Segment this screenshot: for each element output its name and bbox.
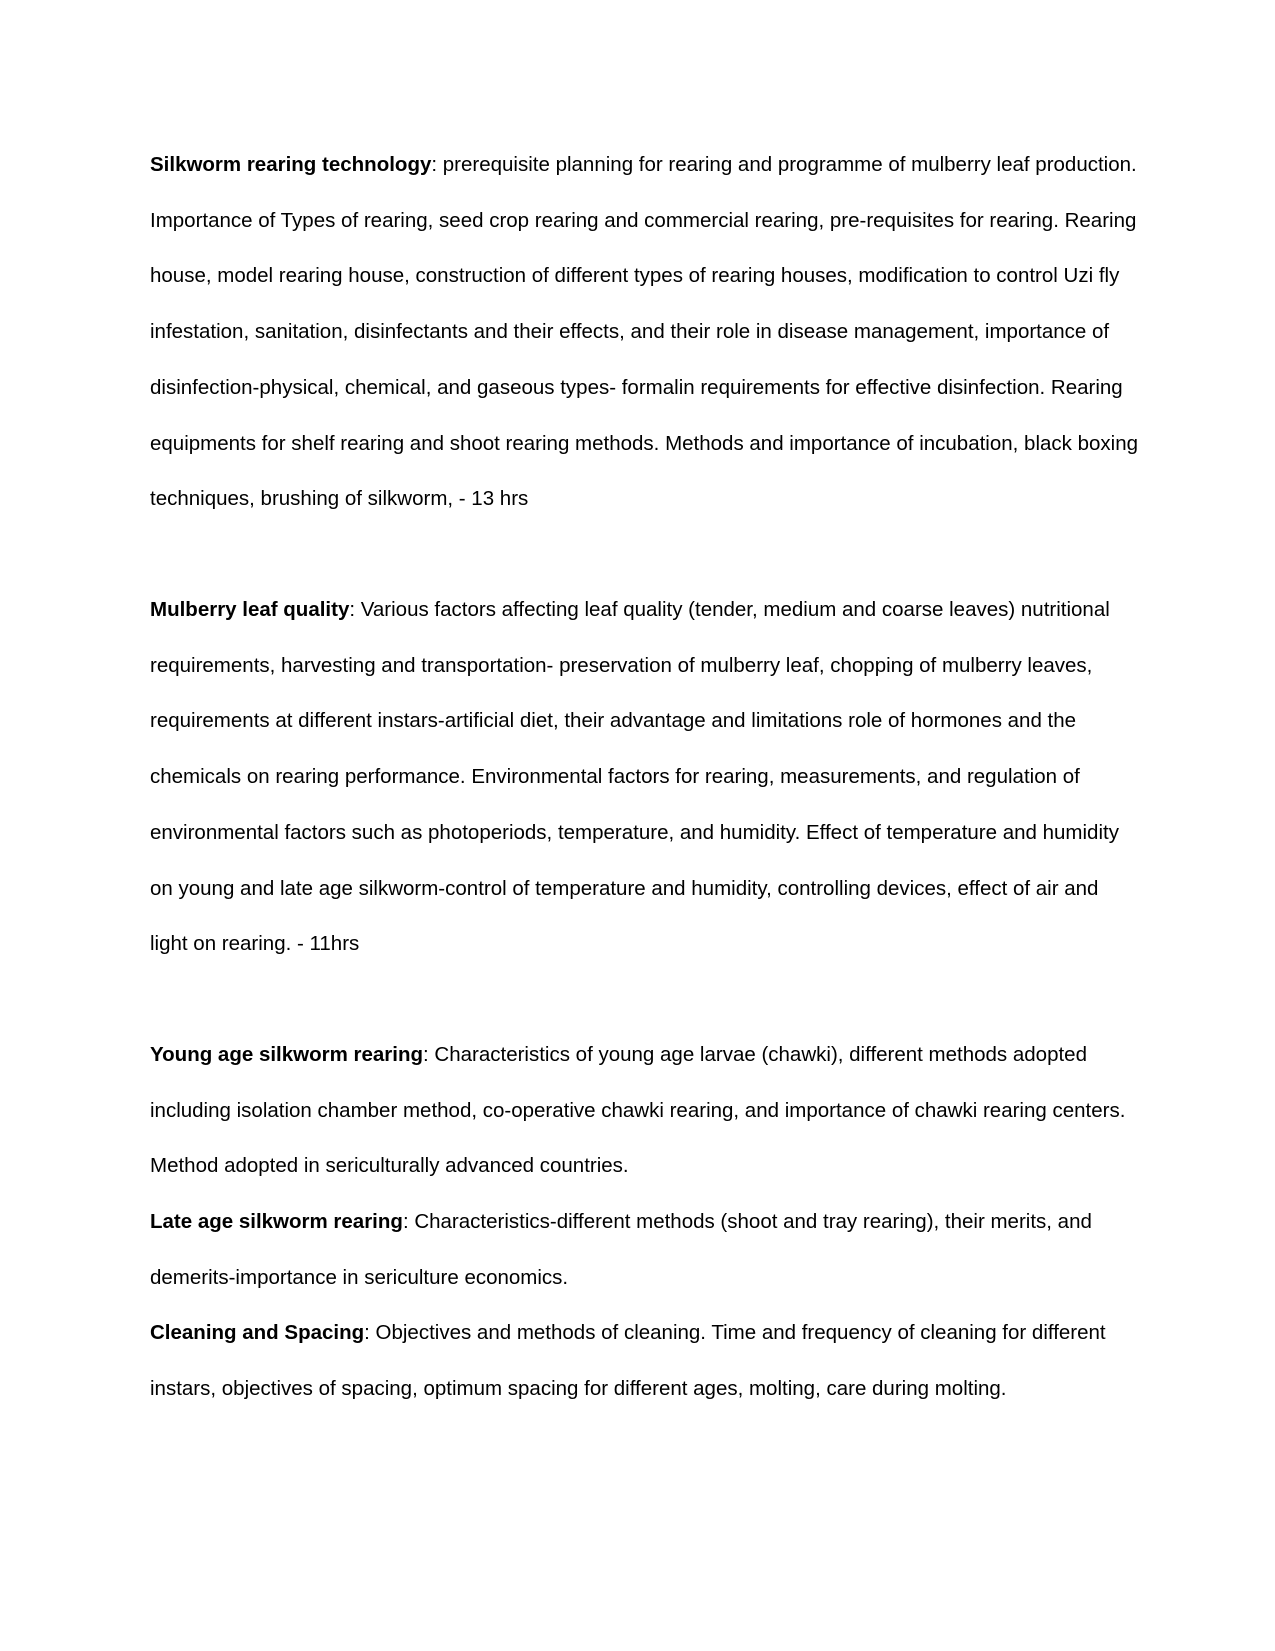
section-text: : Various factors affecting leaf quality (tender, medium and coarse leaves) nutritional requirements, harvesting and transportation- preservation of mulberry leaf, chopping of mulberry leaves, requirements at different instars-artificial diet, their advantage and limitations role of hormones and the chemicals on rearing performance. Environmental factors for rearing, measurements, and regulation of environmental factors such as photoperiods, temperature, and humidity. Effect of temperature and humidity on young and late age silkworm-control of temperature and humidity, controlling devices, effect of air and light on rearing. - 11hrs [150, 598, 1119, 956]
paragraph-mulberry-leaf-quality [150, 582, 1140, 972]
paragraph-cleaning-and-spacing [150, 1305, 1140, 1416]
section-term: Late age silkworm rearing [150, 1210, 403, 1233]
section-text: : Objectives and methods of cleaning. Time and frequency of cleaning for different instars, objectives of spacing, optimum spacing for different ages, molting, care during molting. [150, 1321, 1106, 1400]
section-term: Young age silkworm rearing [150, 1043, 424, 1066]
section-term: Silkworm rearing technology [150, 153, 432, 176]
section-text: : prerequisite planning for rearing and programme of mulberry leaf production. Importance of Types of rearing, seed crop rearing and commercial rearing, pre-requisites for rearing. Rearing house, model rearing house, construction of different types of rearing houses, modification to control Uzi fly infestation, sanitation, disinfectants and their effects, and their role in disease management, importance of disinfection-physical, chemical, and gaseous types- formalin requirements for effective disinfection. Rearing equipments for shelf rearing and shoot rearing methods. Methods and importance of incubation, black boxing techniques, brushing of silkworm, - 13 hrs [150, 153, 1139, 511]
paragraph-young-age-silkworm-rearing [150, 1027, 1140, 1194]
section-text: : Characteristics-different methods (shoot and tray rearing), their merits, and demerits-importance in sericulture economics. [150, 1210, 1092, 1289]
section-term: Cleaning and Spacing [150, 1321, 365, 1344]
paragraph-silkworm-rearing-technology [150, 137, 1140, 527]
paragraph-late-age-silkworm-rearing [150, 1194, 1140, 1305]
section-term: Mulberry leaf quality [150, 598, 350, 621]
section-text: : Characteristics of young age larvae (chawki), different methods adopted including isolation chamber method, co-operative chawki rearing, and importance of chawki rearing centers. Method adopted in sericulturally advanced countries. [150, 1043, 1126, 1178]
